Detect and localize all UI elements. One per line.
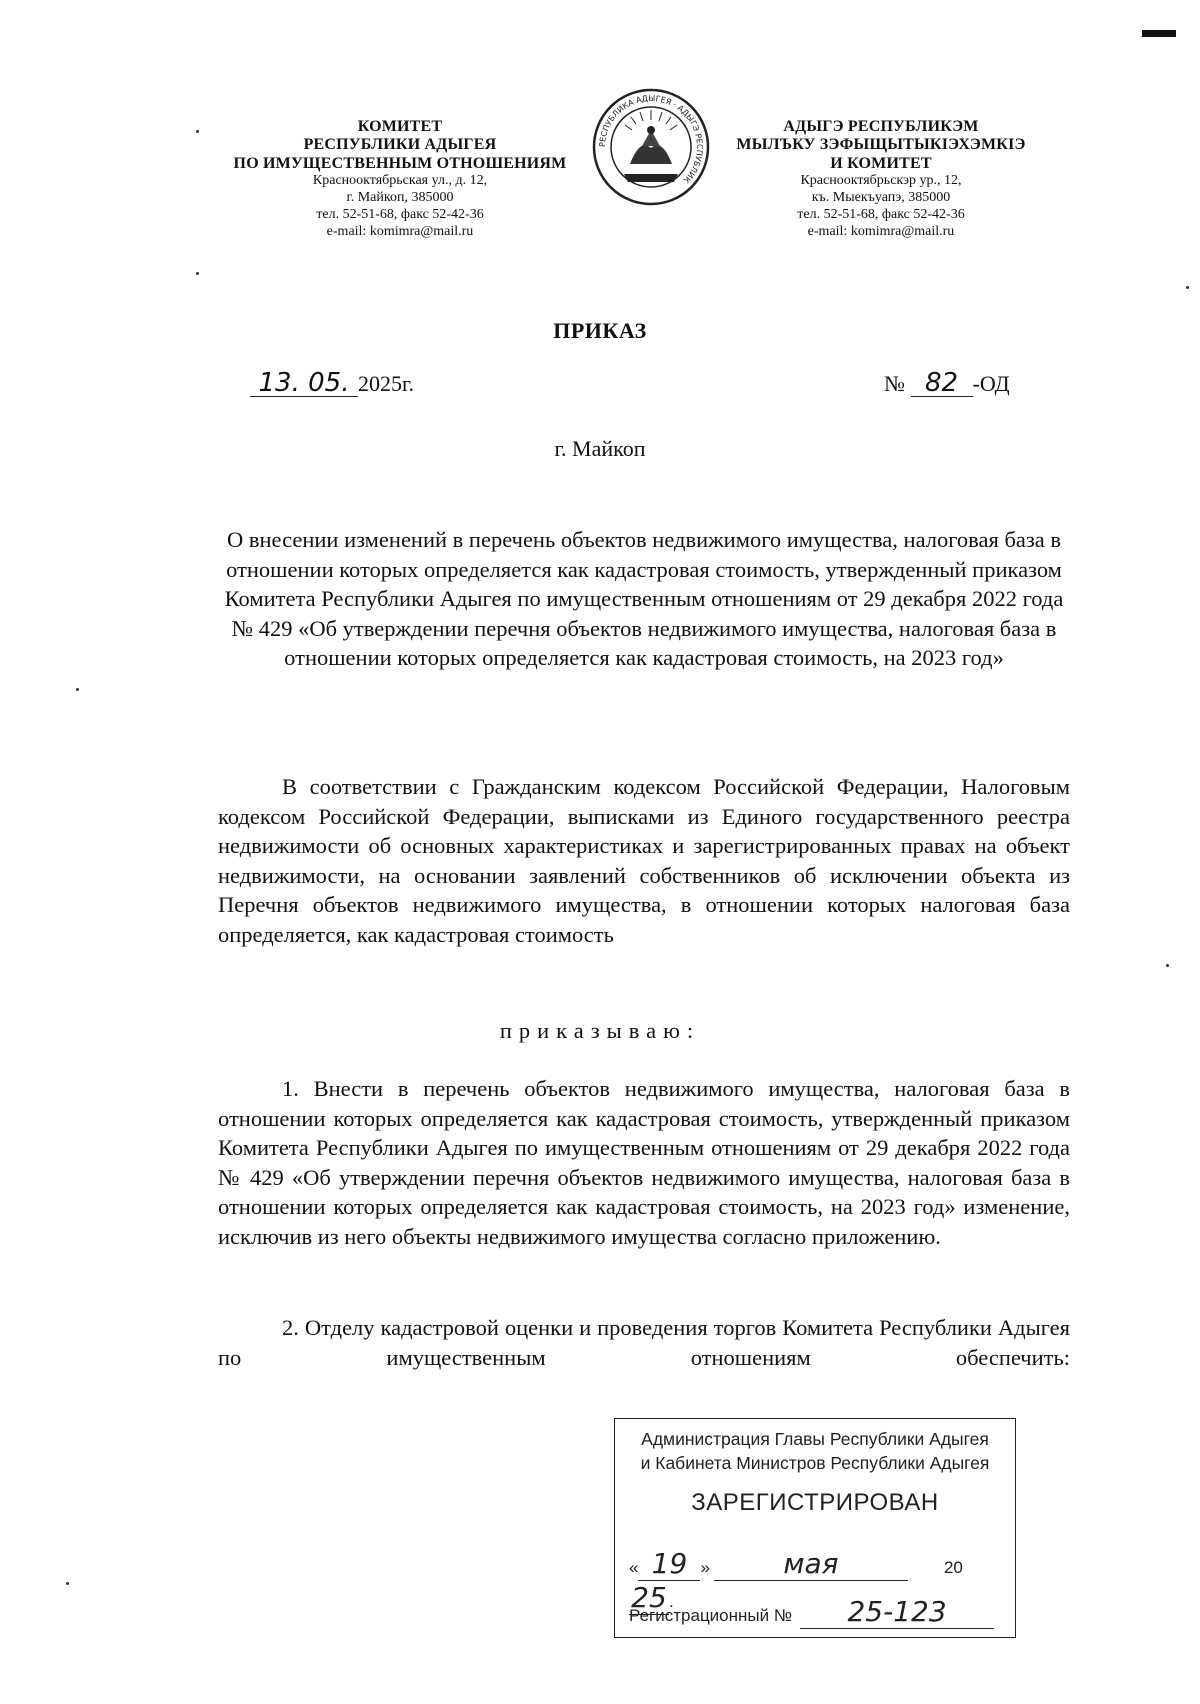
corner-mark: [1142, 30, 1176, 37]
header-right-phone: тел. 52-51-68, факс 52-42-36: [797, 206, 965, 222]
stamp-registration-number: [629, 1595, 1001, 1629]
stamp-reg-number: 25-123: [800, 1595, 994, 1629]
header-right-line2: МЫЛЪКУ ЗЭФЫЩЫТЫКIЭХЭМКIЭ: [736, 136, 1026, 154]
header-right: [716, 118, 1046, 240]
stamp-org-line1: Администрация Главы Республики Адыгея: [641, 1429, 989, 1449]
emblem-ring-text: РЕСПУБЛИКА АДЫГЕЯ · АДЫГЭ РЕСПУБЛИК: [597, 93, 705, 185]
city: г. Майкоп: [554, 436, 646, 461]
header-left-line1: КОМИТЕТ: [357, 118, 443, 135]
header-left-address1: Краснооктябрьская ул., д. 12,: [312, 173, 488, 189]
stamp-reg-label: Регистрационный №: [629, 1606, 793, 1625]
stamp-year-prefix: 20: [943, 1558, 963, 1577]
header-right-address2: къ. Мыекъуапэ, 385000: [811, 189, 951, 205]
header-right-address1: Краснооктябрьскэр ур., 12,: [800, 173, 962, 189]
stamp-close-quote: »: [700, 1558, 710, 1577]
header-left: [210, 118, 590, 240]
stamp-org-line2: и Кабинета Министров Республики Адыгея: [640, 1453, 990, 1473]
header-left-address2: г. Майкоп, 385000: [346, 189, 454, 205]
header-right-email: e-mail: komimra@mail.ru: [807, 223, 955, 239]
stamp-month: мая: [714, 1547, 908, 1581]
order-date: [250, 370, 414, 397]
header-left-email: e-mail: komimra@mail.ru: [326, 223, 474, 239]
item-2-paragraph: 2. Отделу кадастровой оценки и проведения торгов Комитета Республики Адыгея по имущественным отношениям обеспечить:: [218, 1315, 1070, 1370]
handwritten-number: 82: [911, 370, 973, 397]
coat-of-arms-icon: [590, 86, 712, 208]
scan-speck: [196, 130, 199, 133]
scan-speck: [1186, 286, 1189, 289]
order-word: приказываю:: [499, 1018, 701, 1043]
handwritten-date: 13. 05.: [250, 370, 358, 397]
document-title: ПРИКАЗ: [553, 318, 647, 343]
header-left-phone: тел. 52-51-68, факс 52-42-36: [316, 206, 484, 222]
number-sign: №: [884, 371, 905, 396]
preamble-paragraph: В соответствии с Гражданским кодексом Российской Федерации, Налоговым кодексом Российской Федерации, выписками из Единого государственного реестра недвижимости об основных характеристиках и зарегистрированных правах на объект недвижимости, на основании заявлений собственников об исключении объекта из Перечня объектов недвижимого имущества, в отношении которых налоговая база определяется, как кадастровая стоимость: [218, 774, 1070, 947]
stamp-year: 25: [629, 1581, 669, 1615]
scan-speck: [196, 272, 199, 275]
item-1-paragraph: 1. Внести в перечень объектов недвижимого имущества, налоговая база в отношении которых определяется как кадастровая стоимость, утвержденный приказом Комитета Республики Адыгея по имущественным отношениям от 29 декабря 2022 года № 429 «Об утверждении перечня объектов недвижимого имущества, налоговая база в отношении которых определяется как кадастровая стоимость, на 2023 год» изменение, исключив из него объекты недвижимого имущества согласно приложению.: [218, 1076, 1070, 1249]
stamp-organization: [615, 1427, 1015, 1475]
registration-stamp: [614, 1418, 1016, 1638]
scan-speck: [76, 688, 79, 691]
header-left-line3: ПО ИМУЩЕСТВЕННЫМ ОТНОШЕНИЯМ: [233, 154, 567, 172]
scan-speck: [1166, 964, 1169, 967]
date-year: 2025г.: [358, 371, 415, 396]
stamp-registered: ЗАРЕГИСТРИРОВАН: [691, 1489, 939, 1516]
number-suffix: -ОД: [972, 371, 1010, 396]
header-right-line3: И КОМИТЕТ: [830, 154, 932, 172]
stamp-year-dot: .: [669, 1592, 674, 1611]
header-right-line1: АДЫГЭ РЕСПУБЛИКЭМ: [783, 118, 979, 135]
header-left-line2: РЕСПУБЛИКИ АДЫГЕЯ: [303, 136, 497, 154]
stamp-day: 19: [638, 1547, 700, 1581]
scan-speck: [66, 1582, 69, 1585]
stamp-open-quote: «: [629, 1558, 639, 1577]
order-number: [884, 370, 1010, 397]
document-subject: О внесении изменений в перечень объектов недвижимого имущества, налоговая база в отношении которых определяется как кадастровая стоимость, утвержденный приказом Комитета Республики Адыгея по имущественным отношениям от 29 декабря 2022 года № 429 «Об утверждении перечня объектов недвижимого имущества, налоговая база в отношении которых определяется как кадастровая стоимость, на 2023 год»: [224, 527, 1064, 670]
